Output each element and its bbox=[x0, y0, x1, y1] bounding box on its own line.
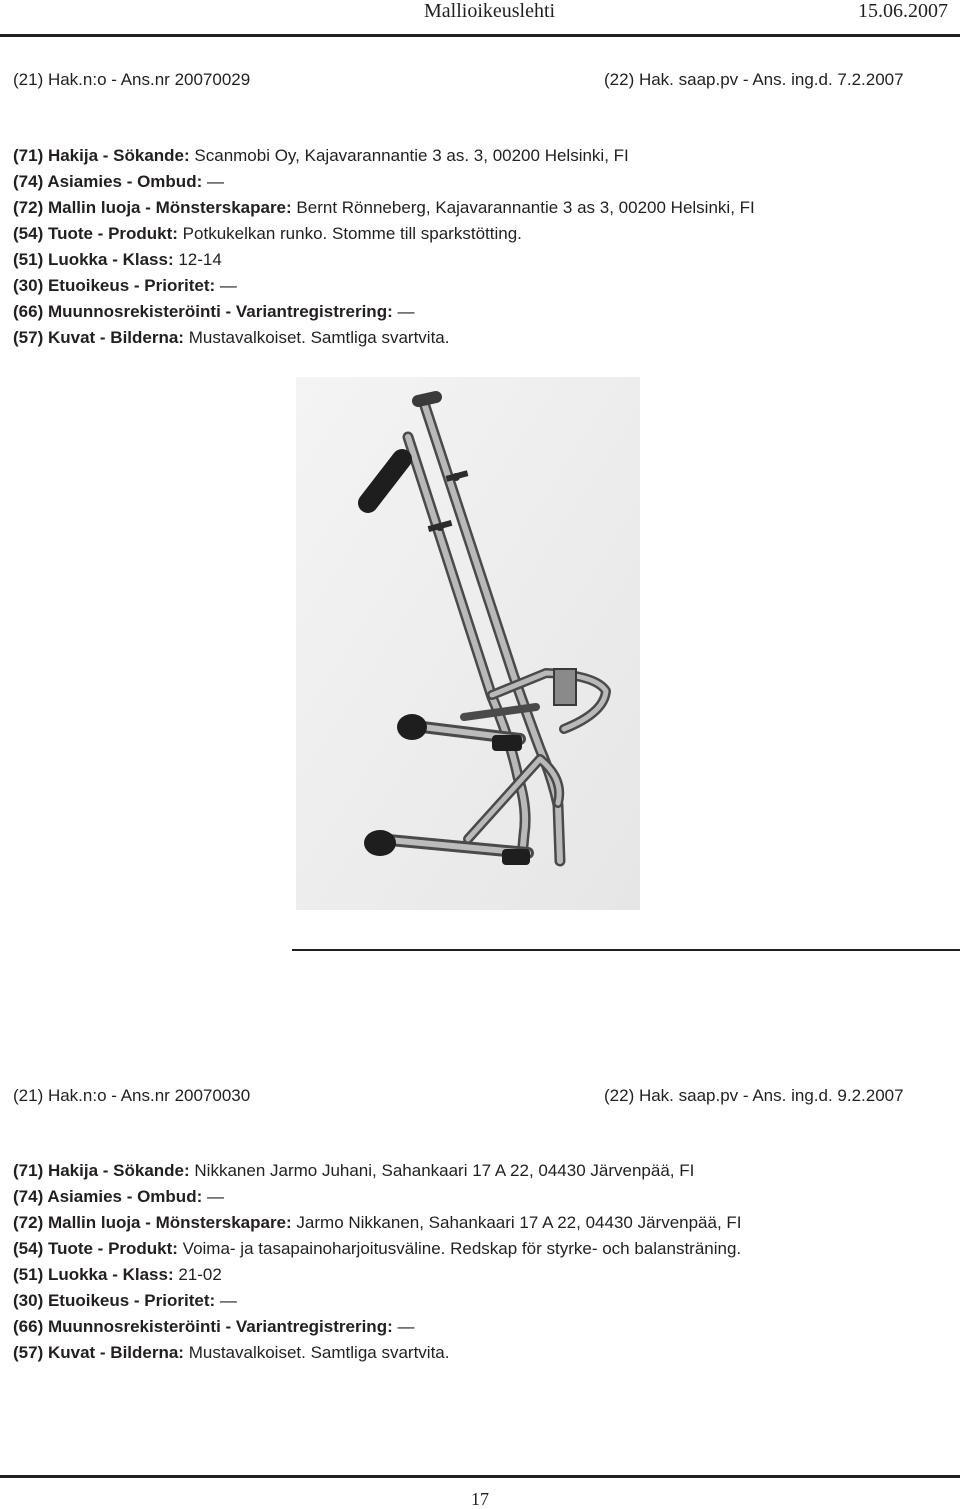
header-rule bbox=[0, 34, 960, 37]
priority-line bbox=[13, 1291, 237, 1311]
page-number: 17 bbox=[471, 1489, 489, 1509]
images-line bbox=[13, 1343, 449, 1363]
publication-title: Mallioikeuslehti bbox=[424, 0, 556, 22]
application-number: (21) Hak.n:o - Ans.nr 20070029 bbox=[13, 70, 251, 89]
agent-line bbox=[13, 1187, 224, 1207]
field-value: Jarmo Nikkanen, Sahankaari 17 A 22, 04430 Järvenpää, FI bbox=[291, 1213, 742, 1232]
field-value: — bbox=[215, 1291, 237, 1310]
field-label: (74) Asiamies - Ombud: bbox=[13, 1187, 203, 1206]
filing-date: (22) Hak. saap.pv - Ans. ing.d. 7.2.2007 bbox=[604, 70, 904, 89]
field-label: (51) Luokka - Klass: bbox=[13, 250, 174, 269]
priority-line bbox=[13, 276, 237, 296]
field-label: (54) Tuote - Produkt: bbox=[13, 224, 178, 243]
field-value: — bbox=[202, 172, 224, 191]
variant-line bbox=[13, 302, 414, 322]
field-value: Scanmobi Oy, Kajavarannantie 3 as. 3, 00200 Helsinki, FI bbox=[189, 146, 629, 165]
filing-date: (22) Hak. saap.pv - Ans. ing.d. 9.2.2007 bbox=[604, 1086, 904, 1105]
kicksled-frame-image bbox=[296, 377, 640, 910]
field-label: (30) Etuoikeus - Prioritet: bbox=[13, 1291, 216, 1310]
field-label: (57) Kuvat - Bilderna: bbox=[13, 1343, 184, 1362]
agent-line bbox=[13, 172, 224, 192]
field-value: Bernt Rönneberg, Kajavarannantie 3 as 3, 00200 Helsinki, FI bbox=[291, 198, 755, 217]
field-value: — bbox=[392, 302, 415, 321]
images-line bbox=[13, 328, 449, 348]
entry-separator-rule bbox=[292, 949, 960, 951]
field-label: (74) Asiamies - Ombud: bbox=[13, 172, 203, 191]
field-label: (57) Kuvat - Bilderna: bbox=[13, 328, 184, 347]
designer-line bbox=[13, 1213, 742, 1233]
field-label: (66) Muunnosrekisteröinti - Variantregistrering: bbox=[13, 302, 393, 321]
application-number: (21) Hak.n:o - Ans.nr 20070030 bbox=[13, 1086, 251, 1105]
applicant-line bbox=[13, 146, 629, 166]
field-value: Potkukelkan runko. Stomme till sparkstötting. bbox=[177, 224, 522, 243]
class-line bbox=[13, 250, 222, 270]
class-line bbox=[13, 1265, 222, 1285]
field-value: 21-02 bbox=[173, 1265, 222, 1284]
field-label: (71) Hakija - Sökande: bbox=[13, 1161, 190, 1180]
field-label: (51) Luokka - Klass: bbox=[13, 1265, 174, 1284]
field-label: (71) Hakija - Sökande: bbox=[13, 146, 190, 165]
field-label: (54) Tuote - Produkt: bbox=[13, 1239, 178, 1258]
applicant-line bbox=[13, 1161, 694, 1181]
field-value: 12-14 bbox=[173, 250, 222, 269]
product-line bbox=[13, 224, 522, 244]
field-label: (66) Muunnosrekisteröinti - Variantregistrering: bbox=[13, 1317, 393, 1336]
field-value: Voima- ja tasapainoharjoitusväline. Redskap för styrke- och balansträning. bbox=[177, 1239, 742, 1258]
designer-line bbox=[13, 198, 755, 218]
field-value: — bbox=[392, 1317, 415, 1336]
field-value: Nikkanen Jarmo Juhani, Sahankaari 17 A 22, 04430 Järvenpää, FI bbox=[189, 1161, 695, 1180]
field-label: (30) Etuoikeus - Prioritet: bbox=[13, 276, 216, 295]
field-label: (72) Mallin luoja - Mönsterskapare: bbox=[13, 1213, 292, 1232]
product-line bbox=[13, 1239, 741, 1259]
variant-line bbox=[13, 1317, 414, 1337]
field-value: — bbox=[215, 276, 237, 295]
field-value: — bbox=[202, 1187, 224, 1206]
issue-date: 15.06.2007 bbox=[858, 0, 948, 22]
footer-rule bbox=[0, 1475, 960, 1478]
field-value: Mustavalkoiset. Samtliga svartvita. bbox=[183, 328, 450, 347]
field-label: (72) Mallin luoja - Mönsterskapare: bbox=[13, 198, 292, 217]
field-value: Mustavalkoiset. Samtliga svartvita. bbox=[183, 1343, 450, 1362]
